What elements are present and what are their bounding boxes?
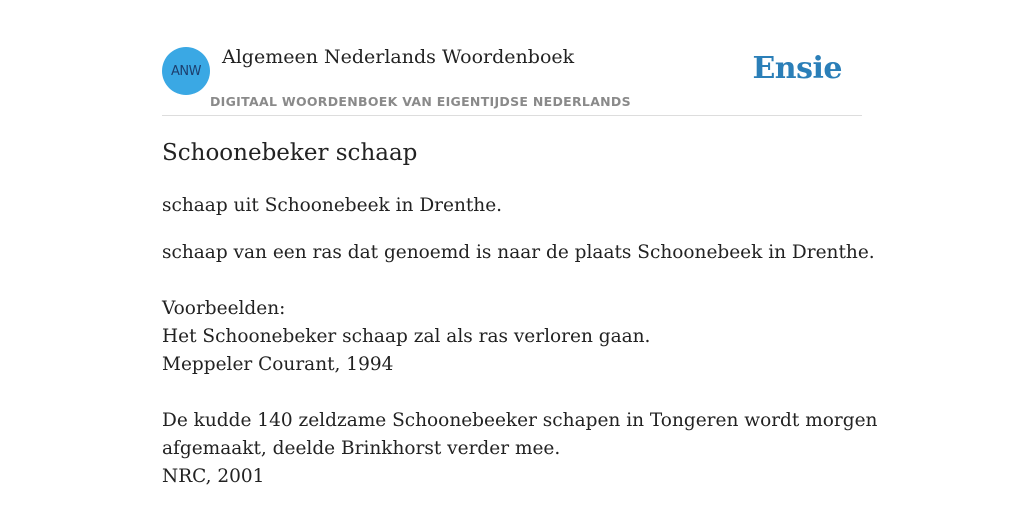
site-title[interactable]: Algemeen Nederlands Woordenboek [222, 46, 575, 68]
example-spacer [162, 379, 862, 407]
entry-card [162, 0, 878, 487]
site-header [162, 0, 862, 116]
example-1-text: Het Schoonebeker schaap zal als ras verloren gaan. [162, 326, 651, 347]
examples-label: Voorbeelden: [162, 298, 286, 319]
example-2-source: NRC, 2001 [162, 466, 265, 487]
example-2-text-line-1: De kudde 140 zeldzame Schoonebeeker schapen in Tongeren wordt morgen [162, 410, 878, 431]
ensie-brand-logo[interactable]: Ensie [752, 51, 842, 86]
definition-2: schaap van een ras dat genoemd is naar de plaats Schoonebeek in Drenthe. [162, 242, 875, 263]
anw-logo[interactable] [162, 47, 210, 95]
examples-section [162, 295, 878, 491]
entry-title: Schoonebeker schaap [162, 140, 418, 166]
definition-1: schaap uit Schoonebeek in Drenthe. [162, 195, 503, 216]
site-subtitle: DIGITAAL WOORDENBOEK VAN EIGENTIJDSE NEDERLANDS [210, 94, 631, 109]
example-1-source: Meppeler Courant, 1994 [162, 354, 394, 375]
logo-text: ANW [171, 63, 201, 79]
example-2-text-line-2: afgemaakt, deelde Brinkhorst verder mee. [162, 438, 561, 459]
